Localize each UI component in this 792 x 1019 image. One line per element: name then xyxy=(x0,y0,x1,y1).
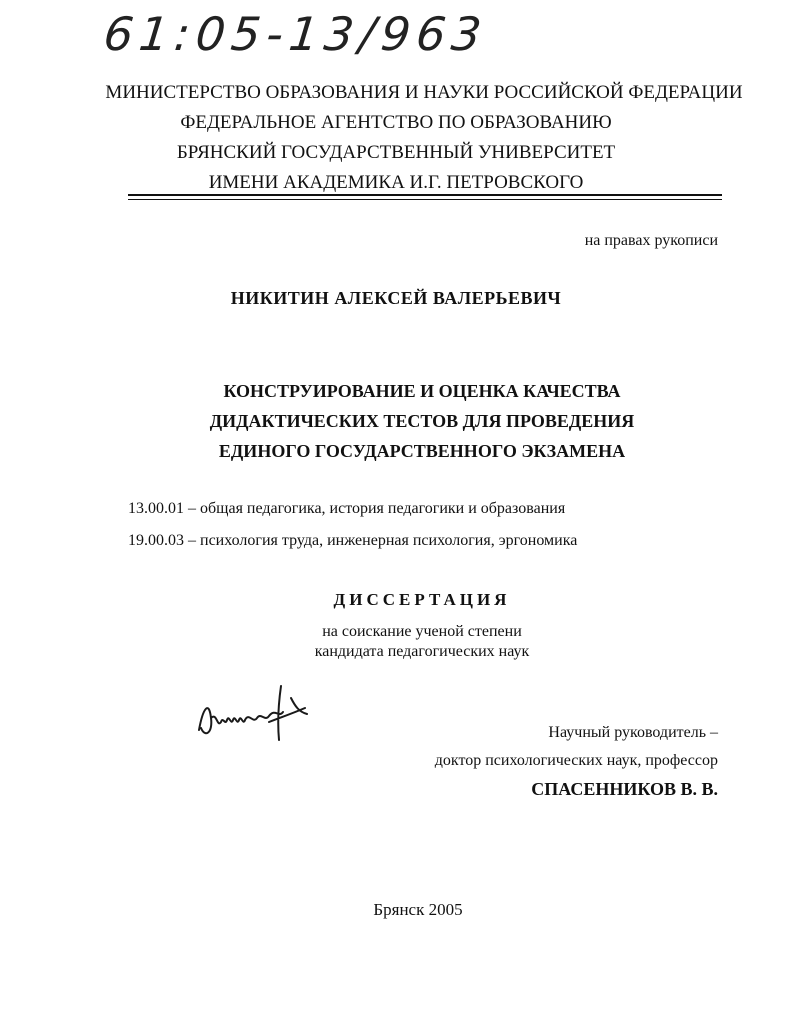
university-name-line: ИМЕНИ АКАДЕМИКА И.Г. ПЕТРОВСКОГО xyxy=(208,172,584,193)
author-signature xyxy=(195,678,315,748)
city-year: Брянск 2005 xyxy=(373,900,463,919)
specialty-code-2: 19.00.03 – психология труда, инженерная психология, эргономика xyxy=(128,532,578,549)
university-line: БРЯНСКИЙ ГОСУДАРСТВЕННЫЙ УНИВЕРСИТЕТ xyxy=(176,142,616,163)
supervisor-role: Научный руководитель – xyxy=(548,724,718,741)
header-divider-thick xyxy=(128,194,722,196)
supervisor-name: СПАСЕННИКОВ В. В. xyxy=(531,779,718,799)
archive-number: 61:05-13/963 xyxy=(101,7,490,61)
degree-line-1: на соискание ученой степени xyxy=(322,623,522,640)
title-line-3: ЕДИНОГО ГОСУДАРСТВЕННОГО ЭКЗАМЕНА xyxy=(218,441,626,461)
ministry-line: МИНИСТЕРСТВО ОБРАЗОВАНИЯ И НАУКИ РОССИЙСКОЙ ФЕДЕРАЦИИ xyxy=(105,82,743,103)
document-type: ДИССЕРТАЦИЯ xyxy=(333,590,511,609)
header-divider-thin xyxy=(128,199,722,200)
manuscript-note: на правах рукописи xyxy=(584,232,718,249)
specialty-code-1: 13.00.01 – общая педагогика, история педагогики и образования xyxy=(128,500,566,517)
title-line-1: КОНСТРУИРОВАНИЕ И ОЦЕНКА КАЧЕСТВА xyxy=(223,381,621,401)
author-name: НИКИТИН АЛЕКСЕЙ ВАЛЕРЬЕВИЧ xyxy=(230,288,562,308)
title-line-2: ДИДАКТИЧЕСКИХ ТЕСТОВ ДЛЯ ПРОВЕДЕНИЯ xyxy=(209,411,635,431)
degree-line-2: кандидата педагогических наук xyxy=(314,643,530,660)
agency-line: ФЕДЕРАЛЬНОЕ АГЕНТСТВО ПО ОБРАЗОВАНИЮ xyxy=(180,112,612,133)
supervisor-credentials: доктор психологических наук, профессор xyxy=(434,752,718,769)
